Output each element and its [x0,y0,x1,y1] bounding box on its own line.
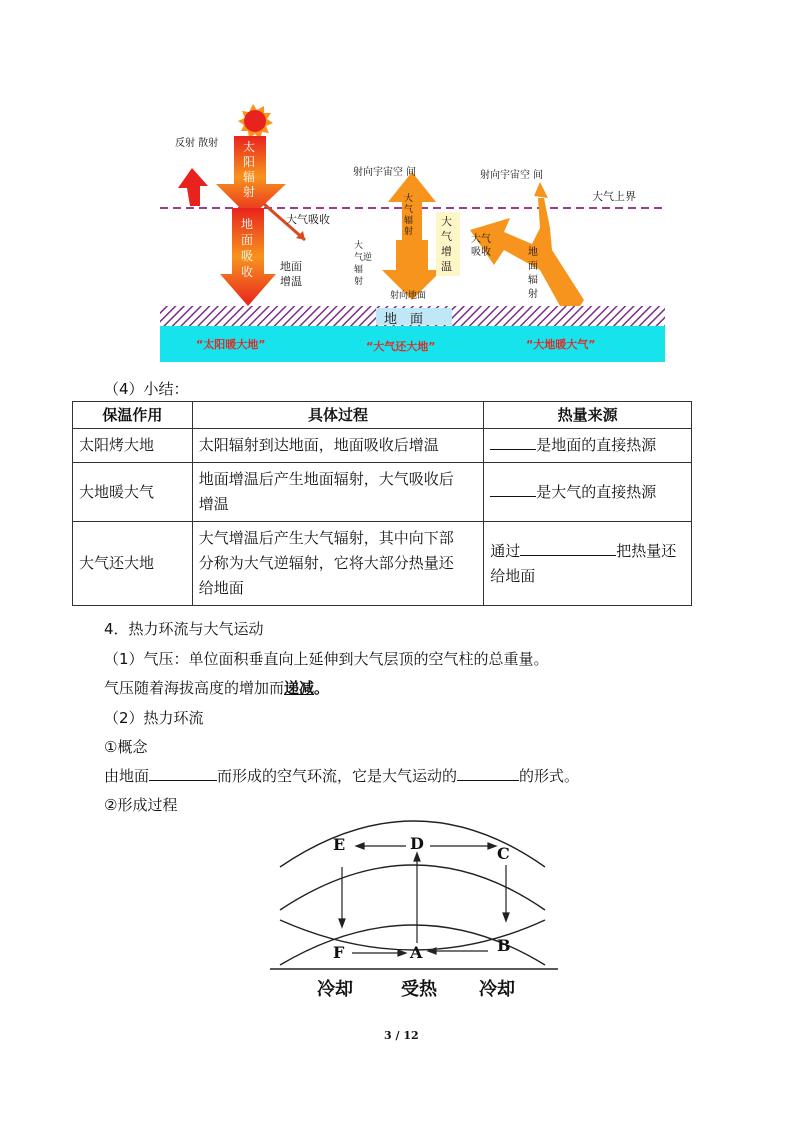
cooling-label-left: 冷却 [317,979,353,1000]
point-d-label: D [410,834,424,853]
slogan-sun-warms-earth: “太阳暖大地” [196,338,266,351]
concept-blank-1[interactable] [149,766,217,781]
ground-label: 地 面 [384,312,424,327]
concept-title: ①概念 [104,738,148,756]
process-title: ②形成过程 [104,796,178,814]
thermal-circulation-title: （2）热力环流 [104,709,204,727]
table-row [73,429,692,463]
cooling-label-right: 冷却 [479,979,515,1000]
ground-radiation-label: 地 面 辐 射 [528,247,538,300]
pressure-definition: （1）气压：单位面积垂直向上延伸到大气层顶的空气柱的总重量。 [104,650,549,668]
to-space-label-2: 射向宇宙空 间 [480,170,544,181]
table-cell: 地面增温后产生地面辐射，大气吸收后 增温 [192,463,483,522]
to-ground-label: 射向地面 [390,291,427,301]
table-header-row [73,402,692,429]
ground-absorb-label: 地 面 吸 收 [241,217,254,279]
atm-absorb-label: 大气吸收 [286,213,330,226]
atm-warm-label: 大 气 增 温 [441,215,452,273]
solar-radiation-label: 太 阳 辐 射 [243,140,256,199]
point-f-label: F [333,943,345,962]
summary-table [72,401,692,606]
heating-label: 受热 [401,979,437,1000]
pressure-trend: 气压随着海拔高度的增加而递减。 [104,679,330,697]
point-b-label: B [497,936,511,955]
atm-counter-label: 大 气逆 辐 射 [354,241,373,287]
table-cell: 是地面的直接热源 [484,429,692,463]
section-4-title: 4．热力环流与大气运动 [104,620,264,638]
slogan-earth-warms-atm: “大地暖大气” [526,338,596,351]
reflect-arrow [178,168,208,206]
table-row [73,463,692,522]
answer-blank[interactable] [520,541,616,556]
table-cell: 太阳烤大地 [73,429,193,463]
point-a-label: A [410,943,423,962]
table-header-cell: 热量来源 [484,402,692,429]
concept-sentence: 由地面 而形成的空气环流，它是大气运动的 的形式。 [104,767,580,785]
concept-blank-2[interactable] [457,766,519,781]
point-c-label: C [497,844,510,863]
reflect-scatter-label: 反射 散射 [175,138,219,149]
ground-warm-label: 地面 增温 [280,260,302,288]
atm-absorb-label-2: 大气 吸收 [471,234,491,258]
page-number: 3 / 12 [384,1029,419,1042]
table-cell: 通过 把热量还 给地面 [484,522,692,606]
sun-icon [238,104,273,139]
table-header-cell: 保温作用 [73,402,193,429]
slogan-atm-returns-earth: “大气还大地” [366,340,436,353]
table-header-cell: 具体过程 [192,402,483,429]
table-cell: 大气增温后产生大气辐射，其中向下部 分称为大气逆辐射，它将大部分热量还 给地面 [192,522,483,606]
atm-radiation-label: 大 气 辐 射 [404,194,414,237]
table-row [73,522,692,606]
atm-upper-limit-label: 大气上界 [592,190,636,203]
summary-heading: （4）小结： [104,380,189,398]
table-cell: 是大气的直接热源 [484,463,692,522]
to-space-label-1: 射向宇宙空 间 [353,167,417,178]
point-e-label: E [333,835,346,854]
answer-blank[interactable] [490,482,536,497]
table-cell: 大地暖大气 [73,463,193,522]
table-cell: 太阳辐射到达地面，地面吸收后增温 [192,429,483,463]
answer-blank[interactable] [490,435,536,450]
table-cell: 大气还大地 [73,522,193,606]
